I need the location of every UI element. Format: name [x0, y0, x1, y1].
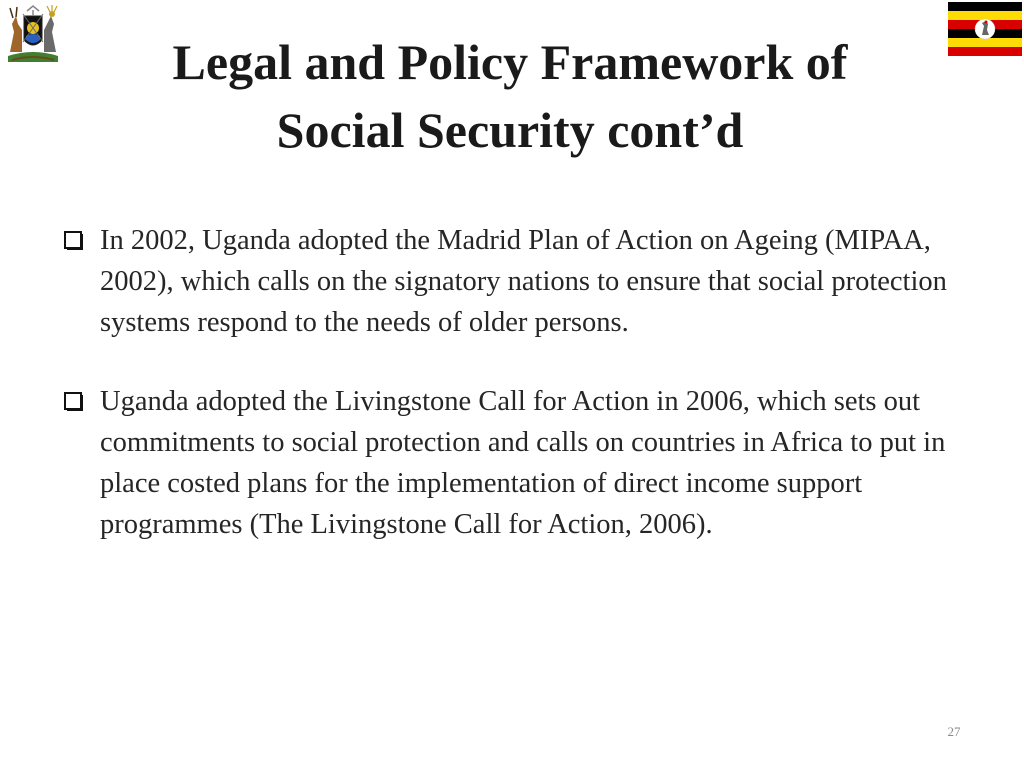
slide-number: 27: [947, 724, 961, 739]
bullet-text: Uganda adopted the Livingstone Call for Action in 2006, which sets out commitments to social protection and calls on countries in Africa to put in place costed plans for the implementation of direct income support programmes (The Livingstone Call for Action, 2006).: [100, 386, 946, 540]
slide-title-line-2: Social Security cont’d: [276, 102, 744, 158]
bullet-item: [62, 220, 962, 343]
bullet-text: In 2002, Uganda adopted the Madrid Plan of Action on Ageing (MIPAA, 2002), which calls on the signatory nations to ensure that social protection systems respond to the needs of older persons.: [100, 225, 947, 338]
checkbox-icon: [62, 390, 84, 412]
bullet-item: [62, 381, 962, 545]
slide-title: [60, 28, 960, 164]
bullet-list: [62, 220, 962, 545]
checkbox-icon: [62, 229, 84, 251]
uganda-coat-of-arms-logo: [4, 2, 62, 66]
slide-title-line-1: Legal and Policy Framework of: [172, 34, 848, 90]
